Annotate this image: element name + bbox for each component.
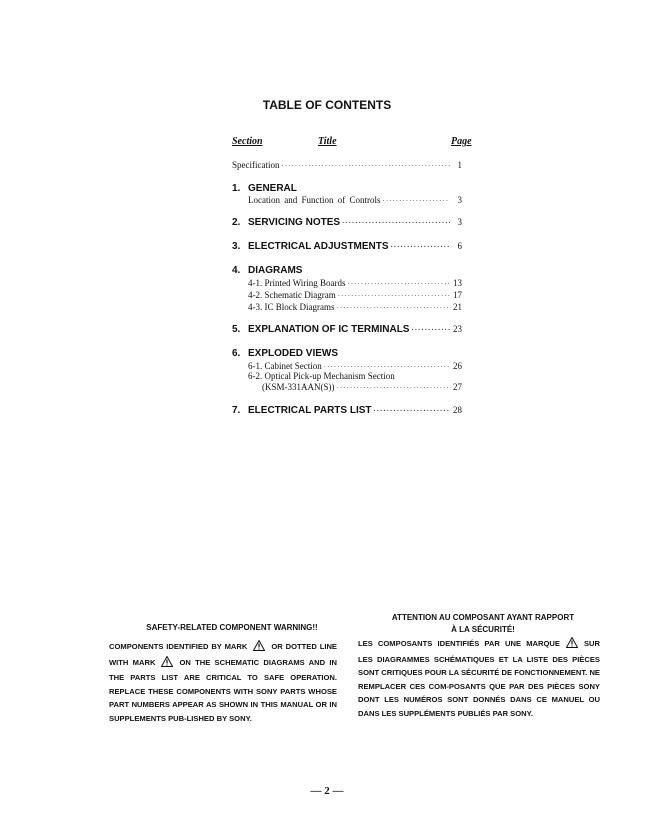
toc-entry-label: 6-1. Cabinet Section [248,361,322,371]
toc-entry-specification [232,160,462,170]
section-number: 1. [232,183,241,194]
toc-entry-page: 26 [453,361,462,371]
toc-subentry [248,278,462,288]
section-number: 5. [232,324,241,335]
toc-subentry [248,290,462,300]
warning-text: SUR LES DIAGRAMMES SCHÉMATIQUES ET LA LISTE DES PIÈCES SONT CRITIQUES POUR LA SÉCURITÉ DE FONCTIONNEMENT. NE REMPLACER CES COM-POSANTS QUE PAR DES PIÈCES SONY DONT LES NUMÉROS SONT DONNÉS DANS CE MANUEL OU DANS LES SUPPLÉMENTS PUBLIÉS PAR SONY. [358,639,600,718]
toc-entry-page: 1 [457,160,462,170]
toc-section-3 [232,241,462,252]
toc-entry-label: 4-3. IC Block Diagrams [248,302,335,312]
toc-entry-page: 17 [453,290,462,300]
toc-entry-page: 21 [453,302,462,312]
toc-entry-label: Location and Function of Controls [248,195,381,205]
warning-text: ON THE SCHEMATIC DIAGRAMS AND IN THE PARTS LIST ARE CRITICAL TO SAFE OPERATION. REPLACE THESE COMPONENTS WITH SONY PARTS WHOSE PART NUMBERS APPEAR AS SHOWN IN THIS MANUAL OR IN SUPPLEMENTS PUB-LISHED BY SONY. [109,657,337,723]
toc-section-7 [232,405,462,416]
leader-dots [382,197,450,205]
section-title: EXPLANATION OF IC TERMINALS [248,324,410,335]
toc-entry-label: (KSM-331AAN(S)) [262,382,335,392]
toc-entry-label: 4-1. Printed Wiring Boards [248,278,346,288]
toc-entry-page: 6 [457,241,462,251]
warning-title-line: ATTENTION AU COMPOSANT AYANT RAPPORT [391,613,575,622]
section-number: 2. [232,217,241,228]
toc-section-2 [232,217,462,228]
toc-entry-page: 27 [453,382,462,392]
toc-entry-page: 3 [457,217,462,227]
page-number: — 2 — [310,785,344,797]
leader-dots [281,162,450,170]
toc-entry-label: 4-2. Schematic Diagram [248,290,336,300]
section-title: ELECTRICAL ADJUSTMENTS [248,241,389,252]
leader-dots [374,408,450,415]
warning-title-line: À LA SÉCURITÉ! [451,625,515,634]
toc-subentry [248,195,462,205]
toc-title: TABLE OF CONTENTS [262,98,392,112]
warning-body-fr [358,637,600,720]
column-header-page: Page [451,136,472,147]
section-number: 3. [232,241,241,252]
section-number: 4. [232,265,241,276]
warning-text: OR DOTTED LINE WITH MARK [109,642,337,667]
column-header-title: Title [318,136,337,147]
leader-dots [324,363,450,371]
leader-dots [337,384,451,392]
warning-triangle-icon [253,640,265,656]
toc-entry-page: 23 [453,324,462,334]
toc-subentry [248,361,462,371]
toc-subentry [262,382,462,392]
section-title: SERVICING NOTES [248,217,341,228]
leader-dots [347,280,450,288]
warning-title-en: SAFETY-RELATED COMPONENT WARNING!! [146,623,318,632]
toc-entry-page: 28 [453,405,462,415]
warning-title-fr [358,612,608,636]
toc-entry-page: 13 [453,278,462,288]
section-title: ELECTRICAL PARTS LIST [248,405,372,416]
toc-subentry [248,302,462,312]
warning-triangle-icon [566,637,578,653]
section-number: 7. [232,405,241,416]
warning-triangle-icon [161,656,173,672]
warning-text: COMPONENTS IDENTIFIED BY MARK [109,642,248,651]
toc-section-5 [232,324,462,335]
leader-dots [342,220,450,227]
column-header-section: Section [232,136,263,147]
leader-dots [391,244,450,251]
section-number: 6. [232,348,241,359]
leader-dots [336,304,450,312]
leader-dots [411,327,450,334]
toc-subentry-label: 6-2. Optical Pick-up Mechanism Section [248,371,395,381]
warning-body-en [109,640,337,725]
toc-entry-label: Specification [232,160,280,170]
section-title: EXPLODED VIEWS [248,348,339,359]
section-title: GENERAL [248,183,297,194]
section-title: DIAGRAMS [248,265,303,276]
toc-entry-page: 3 [457,195,462,205]
warning-text: LES COMPOSANTS IDENTIFIÉS PAR UNE MARQUE [358,639,560,648]
leader-dots [338,292,450,300]
